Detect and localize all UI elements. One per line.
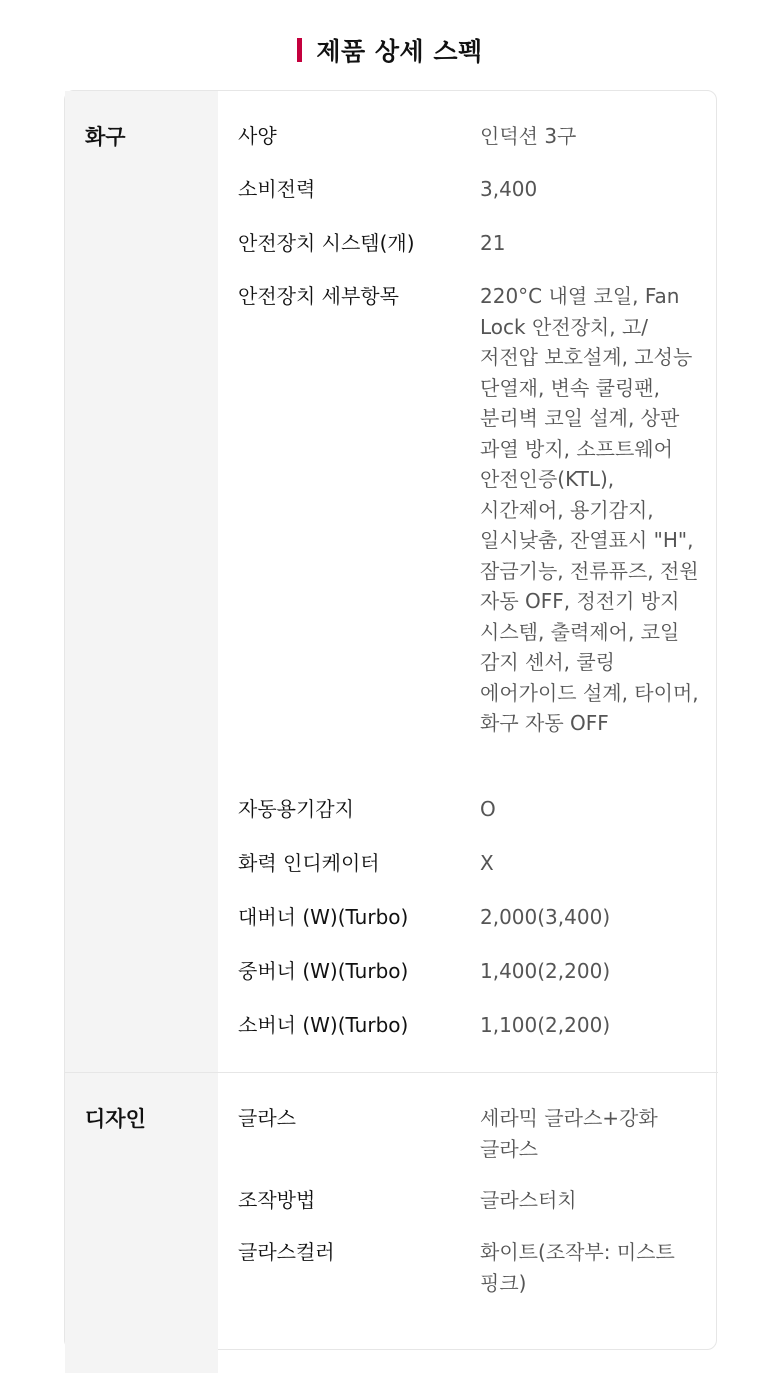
spec-value: 1,400(2,200) xyxy=(480,959,611,983)
spec-row xyxy=(238,121,718,152)
spec-row xyxy=(238,281,718,739)
spec-label: 안전장치 시스템(개) xyxy=(238,231,415,255)
spec-value: 세라믹 글라스+강화 글라스 xyxy=(480,1106,658,1161)
spec-label: 중버너 (W)(Turbo) xyxy=(238,959,409,983)
spec-value: 인덕션 3구 xyxy=(480,124,577,148)
spec-row xyxy=(238,1103,718,1164)
spec-table xyxy=(64,90,717,1350)
spec-label: 조작방법 xyxy=(238,1188,316,1212)
spec-label: 글라스컬러 xyxy=(238,1240,335,1264)
spec-label: 글라스 xyxy=(238,1106,296,1130)
spec-row xyxy=(238,902,718,933)
spec-value: 화이트(조작부: 미스트 핑크) xyxy=(480,1240,675,1295)
spec-row xyxy=(238,1185,718,1216)
spec-row xyxy=(238,228,718,259)
title-accent-bar xyxy=(297,38,302,62)
spec-value: 21 xyxy=(480,231,506,255)
section-heading: 디자인 xyxy=(65,1073,218,1373)
section-heading: 화구 xyxy=(65,91,218,1072)
spec-label: 소버너 (W)(Turbo) xyxy=(238,1013,409,1037)
section-body xyxy=(218,1073,718,1373)
spec-section-design xyxy=(65,1073,718,1373)
spec-value: 220°C 내열 코일, Fan Lock 안전장치, 고/저전압 보호설계, 고성능 단열재, 변속 쿨링팬, 분리벽 코일 설계, 상판 과열 방지, 소프트웨어 안전인증(KTL), 시간제어, 용기감지, 일시낮춤, 잔열표시 "H", 잠금기능, 전류퓨즈, 전원 자동 OFF, 정전기 방지 시스템, 출력제어, 코일 감지 센서, 쿨링 에어가이드 설계, 타이머, 화구 자동 OFF xyxy=(480,284,699,735)
page-header xyxy=(0,32,780,68)
spec-row xyxy=(238,794,718,825)
spec-row xyxy=(238,174,718,205)
spec-row xyxy=(238,956,718,987)
page-title: 제품 상세 스펙 xyxy=(316,37,483,66)
section-body xyxy=(218,91,718,1072)
spec-label: 안전장치 세부항목 xyxy=(238,284,399,308)
spec-value: 글라스터치 xyxy=(480,1188,577,1212)
spec-value: 3,400 xyxy=(480,177,538,201)
spec-label: 사양 xyxy=(238,124,277,148)
spec-value: X xyxy=(480,851,494,875)
spec-label: 화력 인디케이터 xyxy=(238,851,380,875)
spec-row xyxy=(238,1237,718,1298)
spec-label: 자동용기감지 xyxy=(238,797,354,821)
spec-value: 2,000(3,400) xyxy=(480,905,611,929)
spec-section-cooktop xyxy=(65,91,718,1073)
spec-row xyxy=(238,848,718,879)
spec-value: O xyxy=(480,797,496,821)
spec-label: 대버너 (W)(Turbo) xyxy=(238,905,409,929)
spec-label: 소비전력 xyxy=(238,177,316,201)
spec-row xyxy=(238,1010,718,1041)
spec-value: 1,100(2,200) xyxy=(480,1013,611,1037)
